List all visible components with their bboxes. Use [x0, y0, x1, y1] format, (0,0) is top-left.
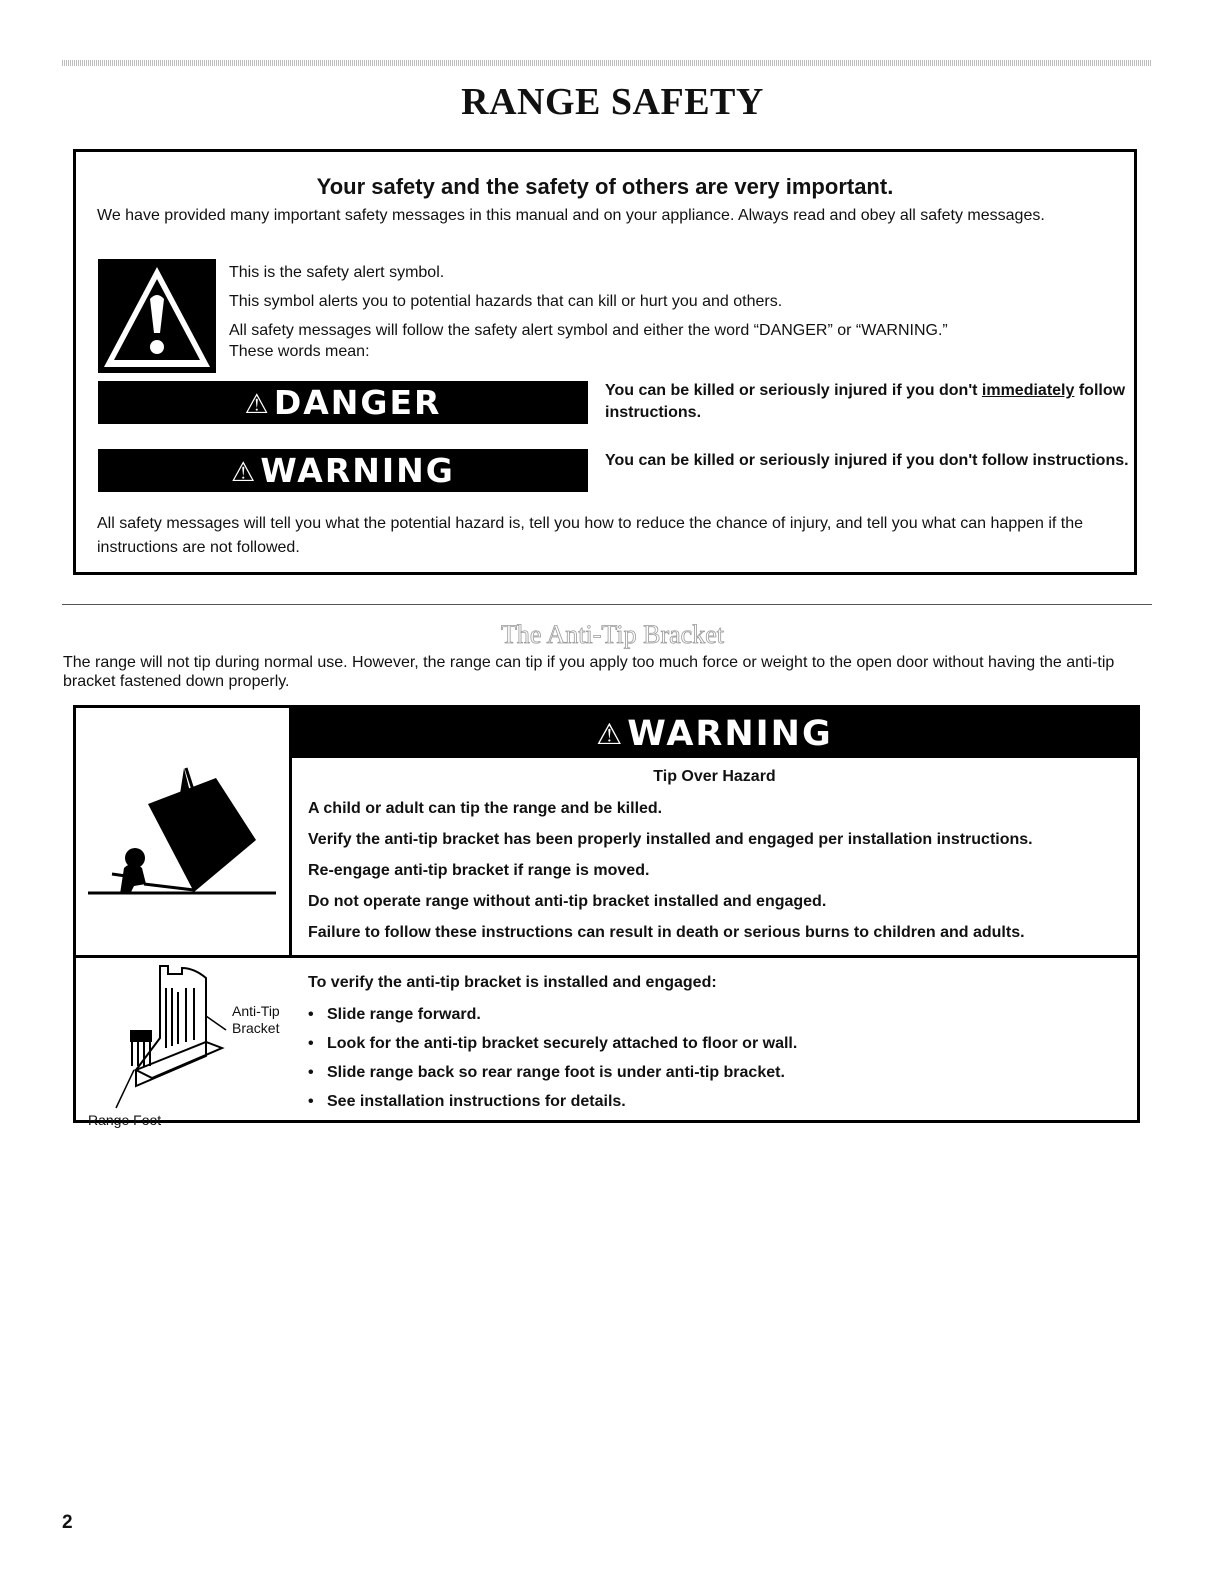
- verify-title: To verify the anti-tip bracket is installed and engaged:: [308, 974, 717, 991]
- danger-label: DANGER: [273, 383, 442, 422]
- hazard-line: Do not operate range without anti-tip bracket installed and engaged.: [308, 893, 827, 910]
- warning-banner-label: WARNING: [627, 714, 833, 754]
- safety-intro: We have provided many important safety messages in this manual and on your appliance. Always read and obey all safety messages.: [97, 207, 1045, 224]
- safety-closing: All safety messages will tell you what the potential hazard is, tell you how to reduce the chance of injury, and tell you what can happen if the instructions are not followed.: [97, 515, 1084, 556]
- symbol-line: These words mean:: [229, 343, 370, 360]
- top-rule: [62, 60, 1152, 66]
- danger-text: You can be killed or seriously injured if you don't: [605, 382, 982, 399]
- anti-tip-bracket-callout: [232, 1003, 280, 1037]
- callout-line: Anti-Tip: [232, 1003, 280, 1019]
- warning-meaning: You can be killed or seriously injured if you don't follow instructions.: [605, 452, 1129, 469]
- danger-emphasis: immediately: [981, 382, 1075, 399]
- hazard-line: Re-engage anti-tip bracket if range is moved.: [308, 862, 650, 879]
- tip-over-warning-banner: [292, 708, 1137, 758]
- alert-triangle-icon: ⚠: [596, 717, 625, 751]
- verify-step: • Slide range forward.: [308, 1006, 481, 1023]
- hazard-title: Tip Over Hazard: [653, 768, 776, 785]
- verify-step: • Look for the anti-tip bracket securely attached to floor or wall.: [308, 1035, 798, 1052]
- anti-tip-bracket-diagram-icon: [76, 958, 296, 1123]
- hazard-line: Failure to follow these instructions can result in death or serious burns to children and adults.: [308, 924, 1025, 941]
- safety-heading: Your safety and the safety of others are very important.: [316, 174, 894, 199]
- symbol-explanation: [229, 263, 1089, 371]
- safety-message-box: [73, 149, 1137, 575]
- alert-triangle-icon: ⚠: [231, 457, 258, 488]
- verify-steps: [308, 1005, 797, 1121]
- safety-alert-symbol-icon: [98, 259, 216, 373]
- danger-meaning: [605, 380, 1135, 424]
- anti-tip-warning-box: [73, 705, 1140, 1128]
- section-divider: [62, 604, 1152, 605]
- symbol-line: This is the safety alert symbol.: [229, 264, 445, 281]
- range-foot-callout: Range Foot: [88, 1112, 162, 1128]
- tip-over-illustration-icon: [76, 708, 292, 955]
- hazard-line: Verify the anti-tip bracket has been properly installed and engaged per installation instructions.: [308, 831, 1033, 848]
- callout-line: Bracket: [232, 1020, 280, 1036]
- hazard-instructions: [308, 799, 1138, 954]
- symbol-line: All safety messages will follow the safety alert symbol and either the word “DANGER” or “WARNING.”: [229, 322, 948, 339]
- section-intro: The range will not tip during normal use. However, the range can tip if you apply too much force or weight to the open door without having the anti-tip bracket fastened down properly.: [63, 654, 1115, 690]
- hazard-line: A child or adult can tip the range and be killed.: [308, 800, 663, 817]
- page-number: 2: [62, 1512, 73, 1533]
- danger-signal-word: [98, 381, 588, 424]
- warning-label: WARNING: [260, 451, 455, 490]
- page-title: RANGE SAFETY: [461, 81, 764, 123]
- verify-step: • Slide range back so rear range foot is under anti-tip bracket.: [308, 1064, 785, 1081]
- danger-text-end: follow instructions.: [605, 382, 1126, 421]
- alert-triangle-icon: ⚠: [244, 389, 271, 420]
- verify-step: • See installation instructions for details.: [308, 1093, 626, 1110]
- warning-signal-word: [98, 449, 588, 492]
- section-title: The Anti-Tip Bracket: [501, 620, 724, 649]
- symbol-line: This symbol alerts you to potential hazards that can kill or hurt you and others.: [229, 293, 783, 310]
